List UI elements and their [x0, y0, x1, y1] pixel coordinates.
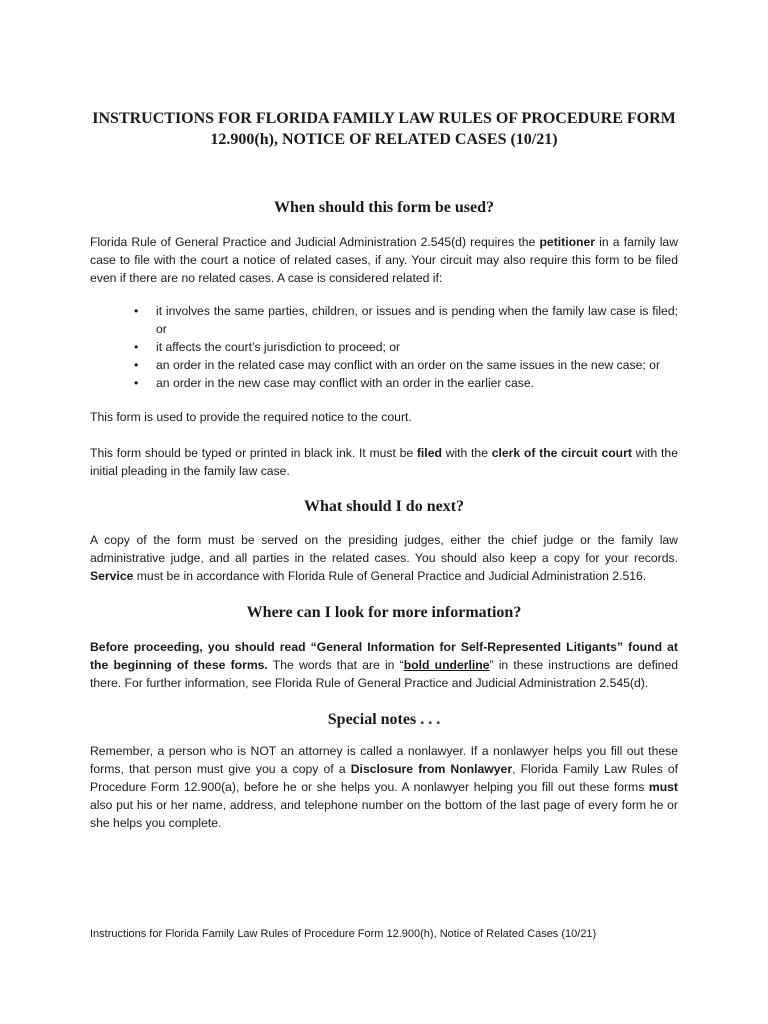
title-line-2: 12.900(h), NOTICE OF RELATED CASES (10/21) [210, 131, 558, 148]
list-item: • an order in the related case may conflict with an order on the same issues in the new case; or [134, 358, 661, 372]
related-case-criteria-list [90, 302, 678, 392]
paragraph-service: A copy of the form must be served on the presiding judges, either the chief judge or the family law administrative judge, and all parties in the related cases. You should also keep a copy for your records. Service must be in accordance with Florida Rule of General Practice and Judicial Administration 2.516. [90, 533, 678, 583]
page-footer: Instructions for Florida Family Law Rules of Procedure Form 12.900(h), Notice of Related Cases (10/21) [90, 928, 597, 940]
document-page [90, 0, 678, 1024]
section-heading-special-notes: Special notes . . . [327, 711, 441, 728]
bullet-icon: • [134, 376, 139, 390]
term-service: Service [90, 569, 134, 583]
title-line-1: INSTRUCTIONS FOR FLORIDA FAMILY LAW RULES OF PROCEDURE FORM [92, 110, 676, 127]
bullet-icon: • [134, 340, 139, 354]
paragraph-form-purpose: This form is used to provide the required notice to the court. [90, 410, 412, 424]
term-petitioner: petitioner [539, 235, 595, 249]
term-filed: filed [416, 446, 442, 460]
list-item: • it affects the court’s jurisdiction to proceed; or [134, 340, 401, 354]
term-disclosure-from-nonlawyer: Disclosure from Nonlawyer [350, 762, 513, 776]
section-heading-when-used: When should this form be used? [273, 199, 495, 216]
paragraph-more-information: Before proceeding, you should read “General Information for Self-Represented Litigants” found at the beginning of these forms. The words that are in “bold underline” in these instructions are defined there. For further information, see Florida Rule of General Practice and Judicial Administration 2.545(d). [90, 640, 678, 690]
paragraph-rule-requirement: Florida Rule of General Practice and Judicial Administration 2.545(d) requires the petitioner in a family law case to file with the court a notice of related cases, if any. Your circuit may also require this form to be filed even if there are no related cases. A case is considered related if: [90, 235, 678, 285]
document-title [90, 108, 678, 150]
section-heading-what-next: What should I do next? [303, 498, 465, 515]
paragraph-filing-instructions: This form should be typed or printed in black ink. It must be filed with the clerk of the circuit court with the initial pleading in the family law case. [90, 446, 678, 478]
paragraph-nonlawyer-notes: Remember, a person who is NOT an attorney is called a nonlawyer. If a nonlawyer helps you fill out these forms, that person must give you a copy of a Disclosure from Nonlawyer, Florida Family Law Rules of Procedure Form 12.900(a), before he or she helps you. A nonlawyer helping you fill out these forms must also put his or her name, address, and telephone number on the bottom of the last page of every form he or she helps you complete. [90, 744, 678, 830]
term-must: must [648, 780, 678, 794]
list-item: • an order in the new case may conflict with an order in the earlier case. [134, 376, 535, 390]
list-item: • it involves the same parties, children, or issues and is pending when the family law case is filed; or [134, 304, 678, 336]
section-heading-more-information: Where can I look for more information? [246, 604, 522, 621]
term-clerk-of-circuit-court: clerk of the circuit court [491, 446, 632, 460]
bullet-icon: • [134, 304, 139, 318]
bullet-icon: • [134, 358, 139, 372]
term-bold-underline: bold underline [403, 658, 490, 672]
